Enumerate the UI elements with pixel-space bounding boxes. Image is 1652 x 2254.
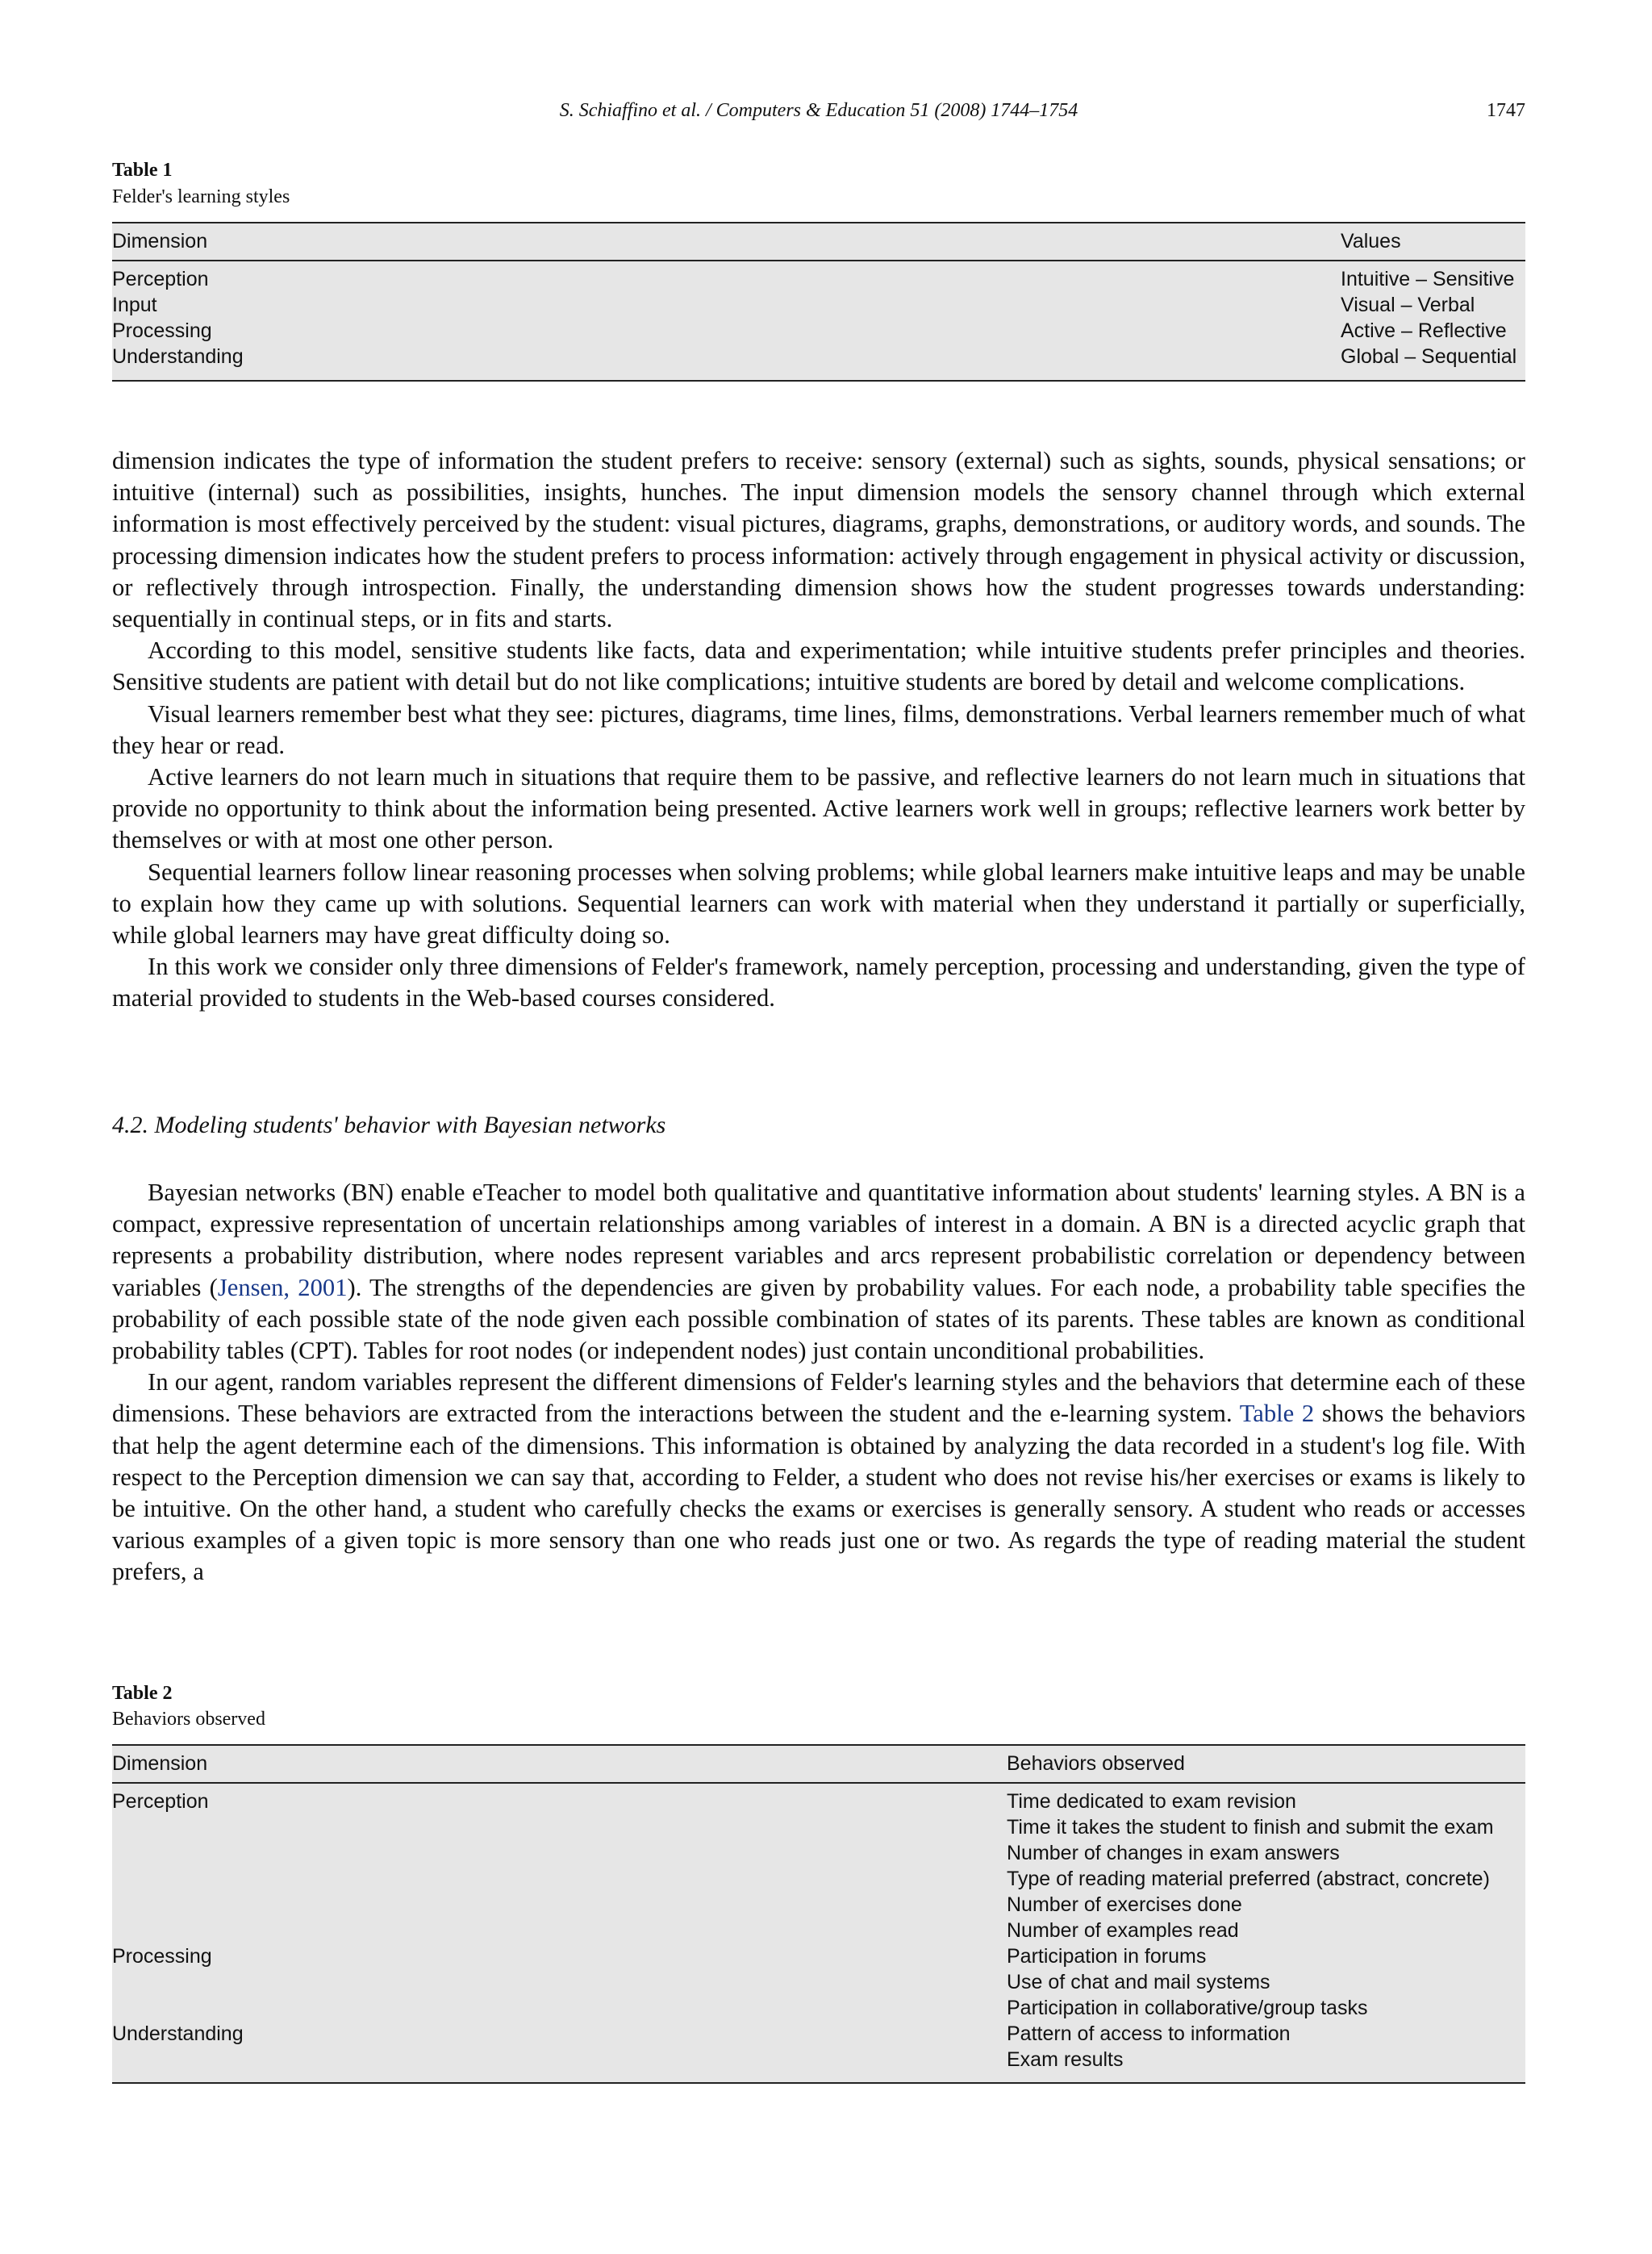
table1-values-cell: Visual – Verbal (1341, 294, 1475, 316)
table1-body (112, 261, 1525, 380)
table1-values-cell: Global – Sequential (1341, 345, 1517, 368)
table-row (112, 318, 1525, 344)
table-row (112, 1969, 1525, 1995)
table2-behavior-cell: Exam results (1007, 2048, 1124, 2071)
table-row (112, 344, 1525, 369)
text-run: Bayesian networks (BN) enable eTeacher to model both qualitative and quantitative information about students' learning styles. A BN is a compact, expressive representation of uncertain relationships among variables of interest in a domain. A BN is a directed acyclic graph that represents a probability distribution, where nodes represent variables and arcs represent probabilistic correlation or dependency between variables ( (112, 1179, 1525, 1301)
table2-behavior-cell: Use of chat and mail systems (1007, 1971, 1270, 1993)
table-row (112, 1892, 1525, 1918)
table2-caption: Behaviors observed (112, 1709, 265, 1730)
table1-dimension-cell: Processing (112, 319, 212, 342)
paragraph: In this work we consider only three dimensions of Felder's framework, namely perception, processing and understanding, given the type of material provided to students in the Web-based courses considered. (112, 953, 1525, 1012)
table1-header (112, 223, 1525, 261)
table2-behavior-cell: Pattern of access to information (1007, 2022, 1291, 2045)
table2-col-dimension: Dimension (112, 1752, 208, 1775)
table1-label: Table 1 (112, 160, 173, 181)
table2-behavior-cell: Time dedicated to exam revision (1007, 1790, 1296, 1813)
journal-citation: S. Schiaffino et al. / Computers & Education 51 (2008) 1744–1754 (559, 100, 1078, 121)
table-row (112, 1840, 1525, 1866)
table1-dimension-cell: Understanding (112, 345, 244, 368)
table2-behavior-cell: Number of changes in exam answers (1007, 1842, 1340, 1864)
table1-dimension-cell: Input (112, 294, 157, 316)
table1-values-cell: Intuitive – Sensitive (1341, 268, 1515, 290)
table2-behavior-cell: Participation in forums (1007, 1945, 1207, 1968)
page-number: 1747 (1487, 100, 1525, 121)
table1-dimension-cell: Perception (112, 268, 209, 290)
running-head (112, 100, 1525, 127)
table-row (112, 2021, 1525, 2047)
table2-behavior-cell: Participation in collaborative/group tasks (1007, 1997, 1368, 2019)
table2-behavior-cell: Number of exercises done (1007, 1893, 1242, 1916)
table1 (112, 222, 1525, 382)
paragraph (112, 1177, 1525, 1367)
table1-caption: Felder's learning styles (112, 186, 290, 207)
table-row (112, 1995, 1525, 2021)
paragraph: dimension indicates the type of information the student prefers to receive: sensory (external) such as sights, sounds, physical sensations; or intuitive (internal) such as possibilities, insights, hunches. The input dimension models the sensory channel through which external information is most effectively perceived by the student: visual pictures, diagrams, graphs, demonstrations, or auditory words, and sounds. The processing dimension indicates how the student prefers to process information: actively through engagement in physical activity or discussion, or reflectively through introspection. Finally, the understanding dimension shows how the student progresses towards understanding: sequentially in continual steps, or in fits and starts. (112, 447, 1525, 633)
table2-behavior-cell: Number of examples read (1007, 1919, 1239, 1942)
text-run: shows the behaviors that help the agent determine each of the dimensions. This information is obtained by analyzing the data recorded in a student's log file. With respect to the Perception dimension we can say that, according to Felder, a student who does not revise his/her exercises or exams is likely to be intuitive. On the other hand, a student who carefully checks the exams or exercises is generally sensory. A student who reads or accesses various examples of a given topic is more sensory than one who reads just one or two. As regards the type of reading material the student prefers, a (112, 1400, 1525, 1586)
table2-dimension-cell: Processing (112, 1945, 212, 1968)
table2-col-behaviors: Behaviors observed (1007, 1752, 1185, 1775)
table-row (112, 1918, 1525, 1943)
table2-header (112, 1746, 1525, 1784)
table2-dimension-cell: Perception (112, 1790, 209, 1813)
section-heading: 4.2. Modeling students' behavior with Bayesian networks (112, 1112, 666, 1138)
table2 (112, 1744, 1525, 2084)
table2-dimension-cell: Understanding (112, 2022, 244, 2045)
table1-values-cell: Active – Reflective (1341, 319, 1507, 342)
paragraph: Sequential learners follow linear reasoning processes when solving problems; while global learners make intuitive leaps and may be unable to explain how they came up with solutions. Sequential learners can work with material when they understand it partially or superficially, while global learners may have great difficulty doing so. (112, 858, 1525, 950)
table2-behavior-cell: Type of reading material preferred (abstract, concrete) (1007, 1868, 1490, 1890)
paragraph: Active learners do not learn much in situations that require them to be passive, and reflective learners do not learn much in situations that provide no opportunity to think about the information being presented. Active learners work well in groups; reflective learners work better by themselves or with at most one other person. (112, 763, 1525, 854)
citation-link[interactable]: Jensen, 2001 (217, 1273, 348, 1301)
table1-col-values: Values (1341, 230, 1401, 253)
table-row (112, 266, 1525, 292)
table-row (112, 1789, 1525, 1814)
text-run: In our agent, random variables represent the different dimensions of Felder's learning styles and the behaviors that determine each of these dimensions. These behaviors are extracted from the interactions between the student and the e-learning system. (112, 1368, 1525, 1428)
table2-body (112, 1784, 1525, 2082)
table-reference-link[interactable]: Table 2 (1239, 1400, 1315, 1428)
table2-behavior-cell: Time it takes the student to finish and submit the exam (1007, 1816, 1494, 1839)
table-row (112, 1866, 1525, 1892)
paragraph (112, 1367, 1525, 1588)
table-row (112, 1814, 1525, 1840)
text-run: ). The strengths of the dependencies are given by probability values. For each node, a probability table specifies the probability of each possible state of the node given each possible combination of states of its parents. These tables are known as conditional probability tables (CPT). Tables for root nodes (or independent nodes) just contain unconditional probabilities. (112, 1273, 1525, 1365)
paragraph: According to this model, sensitive students like facts, data and experimentation; while intuitive students prefer principles and theories. Sensitive students are patient with detail but do not like complications; intuitive students are bored by detail and welcome complications. (112, 637, 1525, 696)
table-row (112, 292, 1525, 318)
table2-label: Table 2 (112, 1683, 173, 1704)
body-text-1 (112, 445, 1525, 1015)
table-row (112, 2047, 1525, 2072)
body-text-2 (112, 1177, 1525, 1588)
paragraph: Visual learners remember best what they see: pictures, diagrams, time lines, films, demonstrations. Verbal learners remember much of what they hear or read. (112, 699, 1525, 759)
table1-col-dimension: Dimension (112, 230, 208, 253)
table-row (112, 1943, 1525, 1969)
